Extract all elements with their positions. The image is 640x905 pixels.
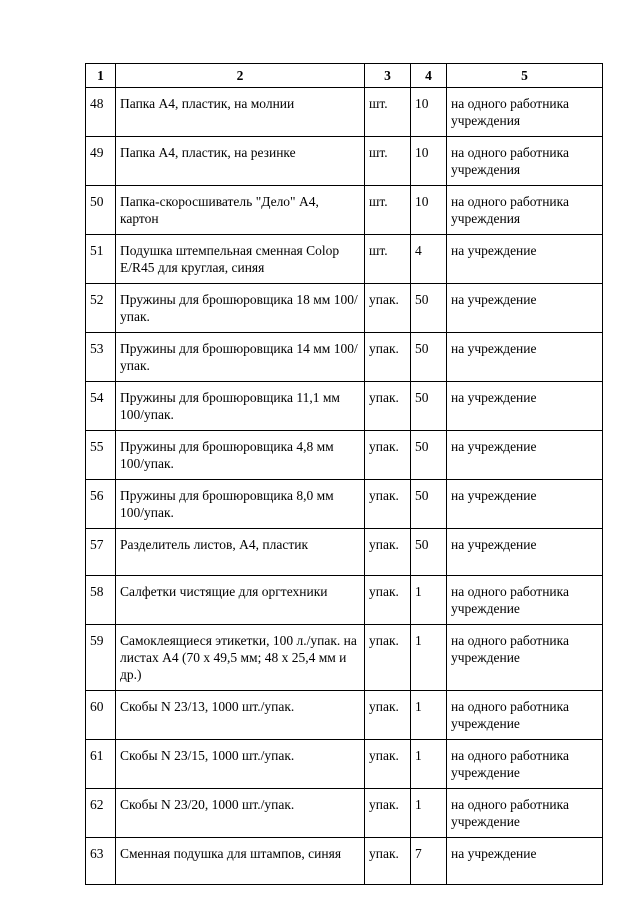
item-quantity: 10 [411, 88, 447, 137]
item-quantity: 1 [411, 625, 447, 691]
item-name: Пружины для брошюровщика 11,1 мм 100/упак. [116, 382, 365, 431]
item-norm: на одного работника учреждение [447, 691, 603, 740]
table-row [86, 88, 603, 137]
item-name: Папка-скоросшиватель "Дело" А4, картон [116, 186, 365, 235]
item-name: Скобы N 23/20, 1000 шт./упак. [116, 789, 365, 838]
item-quantity: 1 [411, 789, 447, 838]
table-row [86, 625, 603, 691]
table-row [86, 431, 603, 480]
column-header-number: 1 [86, 64, 116, 88]
item-quantity: 50 [411, 529, 447, 576]
table-header-row [86, 64, 603, 88]
item-name: Пружины для брошюровщика 18 мм 100/упак. [116, 284, 365, 333]
item-quantity: 7 [411, 838, 447, 885]
item-unit: упак. [365, 529, 411, 576]
table-row [86, 789, 603, 838]
item-quantity: 1 [411, 740, 447, 789]
item-name: Самоклеящиеся этикетки, 100 л./упак. на листах А4 (70 х 49,5 мм; 48 х 25,4 мм и др.) [116, 625, 365, 691]
row-number: 60 [86, 691, 116, 740]
item-norm: на одного работника учреждения [447, 186, 603, 235]
row-number: 49 [86, 137, 116, 186]
item-unit: упак. [365, 480, 411, 529]
table-row [86, 284, 603, 333]
item-unit: упак. [365, 431, 411, 480]
column-header-quantity: 4 [411, 64, 447, 88]
table-row [86, 186, 603, 235]
item-norm: на одного работника учреждение [447, 789, 603, 838]
table-row [86, 235, 603, 284]
item-name: Пружины для брошюровщика 8,0 мм 100/упак. [116, 480, 365, 529]
table-row [86, 740, 603, 789]
table-row [86, 480, 603, 529]
table-row [86, 529, 603, 576]
column-header-unit: 3 [365, 64, 411, 88]
item-unit: шт. [365, 235, 411, 284]
item-unit: шт. [365, 186, 411, 235]
item-quantity: 1 [411, 576, 447, 625]
item-unit: шт. [365, 88, 411, 137]
item-name: Пружины для брошюровщика 14 мм 100/упак. [116, 333, 365, 382]
table-row [86, 137, 603, 186]
row-number: 48 [86, 88, 116, 137]
item-unit: упак. [365, 789, 411, 838]
item-norm: на одного работника учреждение [447, 625, 603, 691]
table-row [86, 691, 603, 740]
row-number: 54 [86, 382, 116, 431]
table-row [86, 333, 603, 382]
item-name: Салфетки чистящие для оргтехники [116, 576, 365, 625]
item-quantity: 10 [411, 137, 447, 186]
row-number: 57 [86, 529, 116, 576]
item-unit: упак. [365, 691, 411, 740]
row-number: 61 [86, 740, 116, 789]
item-quantity: 50 [411, 333, 447, 382]
item-quantity: 4 [411, 235, 447, 284]
item-quantity: 10 [411, 186, 447, 235]
row-number: 55 [86, 431, 116, 480]
item-name: Скобы N 23/13, 1000 шт./упак. [116, 691, 365, 740]
item-quantity: 50 [411, 382, 447, 431]
item-unit: упак. [365, 625, 411, 691]
row-number: 50 [86, 186, 116, 235]
item-unit: упак. [365, 576, 411, 625]
item-quantity: 50 [411, 284, 447, 333]
row-number: 56 [86, 480, 116, 529]
table-row [86, 576, 603, 625]
item-unit: шт. [365, 137, 411, 186]
item-name: Папка А4, пластик, на резинке [116, 137, 365, 186]
row-number: 63 [86, 838, 116, 885]
row-number: 53 [86, 333, 116, 382]
item-name: Разделитель листов, А4, пластик [116, 529, 365, 576]
item-norm: на учреждение [447, 235, 603, 284]
table-row [86, 838, 603, 885]
item-name: Пружины для брошюровщика 4,8 мм 100/упак. [116, 431, 365, 480]
supplies-table [85, 63, 603, 885]
item-quantity: 1 [411, 691, 447, 740]
item-norm: на учреждение [447, 431, 603, 480]
item-name: Папка А4, пластик, на молнии [116, 88, 365, 137]
item-name: Сменная подушка для штампов, синяя [116, 838, 365, 885]
column-header-name: 2 [116, 64, 365, 88]
row-number: 59 [86, 625, 116, 691]
item-name: Подушка штемпельная сменная Colop E/R45 для круглая, синяя [116, 235, 365, 284]
item-norm: на учреждение [447, 284, 603, 333]
item-norm: на одного работника учреждение [447, 576, 603, 625]
item-unit: упак. [365, 333, 411, 382]
row-number: 51 [86, 235, 116, 284]
row-number: 58 [86, 576, 116, 625]
item-name: Скобы N 23/15, 1000 шт./упак. [116, 740, 365, 789]
row-number: 52 [86, 284, 116, 333]
item-norm: на учреждение [447, 382, 603, 431]
item-quantity: 50 [411, 431, 447, 480]
item-norm: на учреждение [447, 480, 603, 529]
item-unit: упак. [365, 740, 411, 789]
item-norm: на учреждение [447, 529, 603, 576]
item-unit: упак. [365, 838, 411, 885]
item-norm: на одного работника учреждение [447, 740, 603, 789]
item-quantity: 50 [411, 480, 447, 529]
table-row [86, 382, 603, 431]
item-norm: на учреждение [447, 838, 603, 885]
item-norm: на одного работника учреждения [447, 88, 603, 137]
row-number: 62 [86, 789, 116, 838]
column-header-norm: 5 [447, 64, 603, 88]
item-unit: упак. [365, 382, 411, 431]
item-norm: на учреждение [447, 333, 603, 382]
item-norm: на одного работника учреждения [447, 137, 603, 186]
item-unit: упак. [365, 284, 411, 333]
